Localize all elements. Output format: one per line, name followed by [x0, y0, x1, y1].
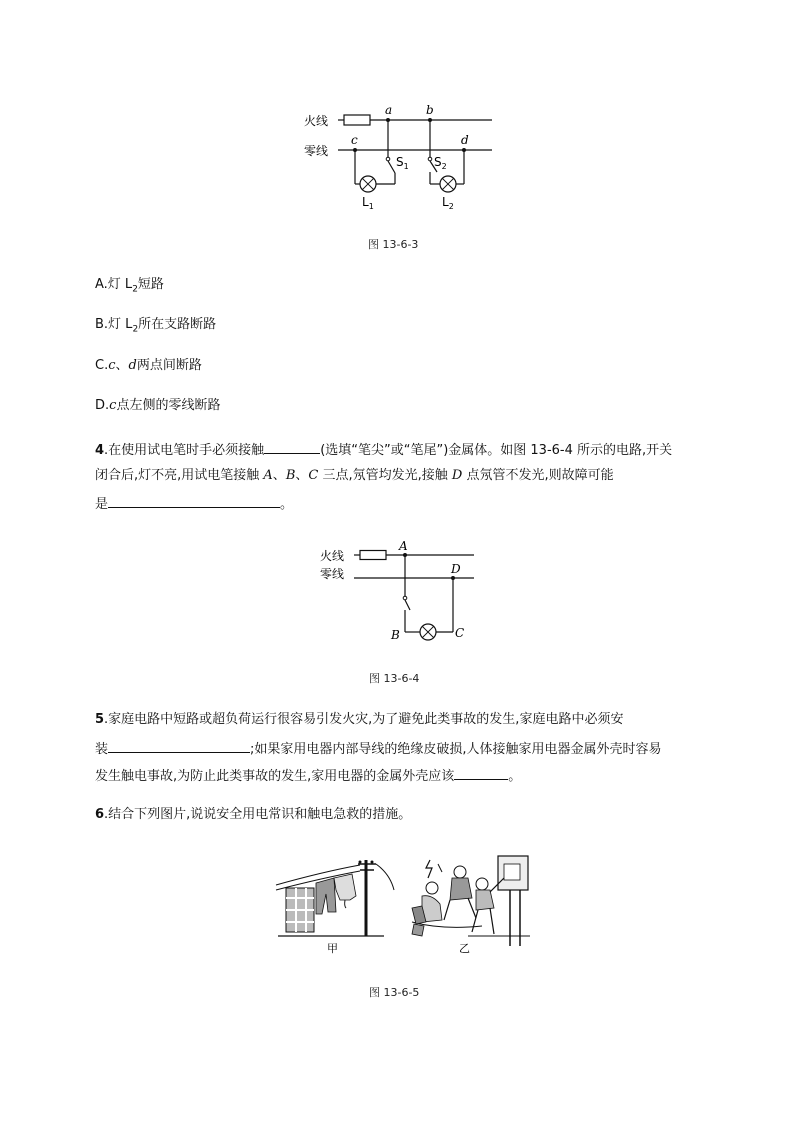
question-5-line-1: 5.家庭电路中短路或超负荷运行很容易引发火灾,为了避免此类事故的发生,家庭电路中必须安 [95, 712, 624, 727]
neutral-wire-label: 零线 [320, 567, 345, 581]
switch [405, 600, 410, 610]
switch-s2-label: $S_2$ [434, 155, 447, 171]
point-c-label: C [455, 626, 465, 640]
fuse [344, 115, 370, 125]
question-6: 6.结合下列图片,说说安全用电常识和触电急救的措施。 [95, 807, 412, 822]
option-c[interactable]: C.c、d两点间断路 [95, 358, 202, 373]
fuse [360, 551, 386, 560]
point-b-label: b [426, 103, 434, 117]
lamp-l1-label: $L_1$ [362, 195, 374, 211]
question-4-line-1: 4.在使用试电笔时手必须接触 (选填“笔尖”或“笔尾”)金属体。如图 13-6-4 所示的电路,开关 [95, 440, 672, 460]
switch-s1 [388, 161, 395, 173]
label-jia: 甲 [327, 942, 338, 955]
point-a-label: A [399, 539, 408, 553]
figure-caption-13-6-3: 图 13-6-3 [368, 238, 419, 251]
point-d-label: d [461, 133, 469, 147]
question-5-line-3: 发生触电事故,为防止此类事故的发生,家用电器的金属外壳应该 。 [95, 766, 521, 786]
question-5-number: 5 [95, 712, 105, 727]
illustration-clothes-on-power-line [276, 860, 394, 936]
live-wire-label: 火线 [304, 114, 329, 128]
question-4-number: 4 [95, 443, 105, 458]
point-c-label: c [351, 133, 358, 147]
circuit-diagram-13-6-4 [318, 536, 480, 644]
label-yi: 乙 [459, 942, 470, 955]
point-a-label: a [385, 103, 393, 117]
question-6-number: 6 [95, 807, 105, 822]
lamp-l2-label: $L_2$ [442, 195, 454, 211]
option-b[interactable]: B.灯 $L_2$所在支路断路 [95, 317, 217, 335]
answer-blank-5b[interactable] [454, 766, 508, 780]
option-a[interactable]: A.灯 $L_2$短路 [95, 277, 164, 295]
answer-blank-5a[interactable] [108, 739, 250, 753]
safety-illustrations-13-6-5 [272, 850, 534, 958]
question-4-line-2: 闭合后,灯不亮,用试电笔接触 A、B、C 三点,氖管均发光,接触 D 点氖管不发光,则故障可能 [95, 468, 614, 483]
answer-blank-4a[interactable] [264, 440, 320, 454]
illustration-electric-shock-rescue [412, 856, 530, 946]
neutral-wire-label: 零线 [304, 144, 329, 158]
point-d-label: D [451, 562, 461, 576]
point-b-label: B [391, 628, 400, 642]
circuit-diagram-13-6-3 [296, 100, 506, 212]
figure-caption-13-6-4: 图 13-6-4 [369, 672, 420, 685]
option-d[interactable]: D.c点左侧的零线断路 [95, 398, 221, 413]
question-4-line-3: 是 。 [95, 494, 293, 514]
figure-caption-13-6-5: 图 13-6-5 [369, 986, 420, 999]
live-wire-label: 火线 [320, 549, 345, 563]
switch-s1-label: $S_1$ [396, 155, 409, 171]
answer-blank-4b[interactable] [108, 494, 280, 508]
question-5-line-2: 装 ;如果家用电器内部导线的绝缘皮破损,人体接触家用电器金属外壳时容易 [95, 739, 662, 759]
